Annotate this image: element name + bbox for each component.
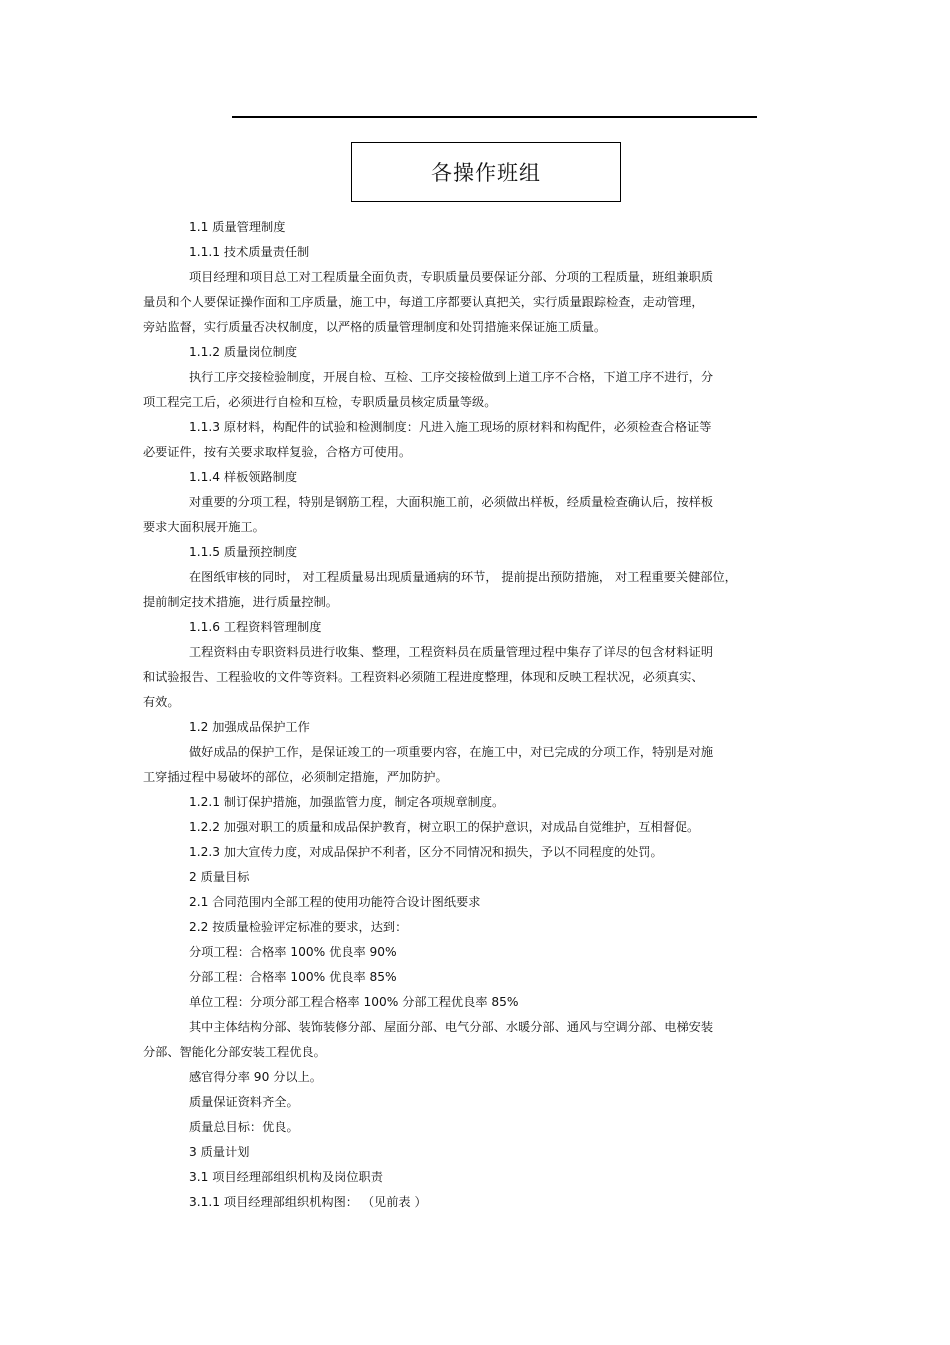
paragraph-line: 3.1.1 项目经理部组织机构图： （见前表 ） bbox=[189, 1195, 427, 1209]
page-title: 各操作班组 bbox=[431, 161, 541, 185]
paragraph-line: 质量保证资料齐全。 bbox=[189, 1095, 299, 1109]
paragraph-line: 旁站监督，实行质量否决权制度，以严格的质量管理制度和处罚措施来保证施工质量。 bbox=[143, 320, 607, 334]
paragraph-line: 项工程完工后，必须进行自检和互检，专职质量员核定质量等级。 bbox=[143, 395, 497, 409]
paragraph-line: 提前制定技术措施，进行质量控制。 bbox=[143, 595, 338, 609]
section-heading: 3 质量计划 bbox=[189, 1145, 250, 1159]
paragraph-line: 和试验报告、工程验收的文件等资料。工程资料必须随工程进度整理，体现和反映工程状况，必须真实、 bbox=[143, 670, 704, 684]
section-heading: 1.2 加强成品保护工作 bbox=[189, 720, 310, 734]
paragraph-line: 1.2.2 加强对职工的质量和成品保护教育，树立职工的保护意识，对成品自觉维护，互相督促。 bbox=[189, 820, 700, 834]
section-heading: 1.1 质量管理制度 bbox=[189, 220, 286, 234]
section-heading: 2 质量目标 bbox=[189, 870, 250, 884]
paragraph-line: 工程资料由专职资料员进行收集、整理，工程资料员在质量管理过程中集存了详尽的包含材料证明 bbox=[189, 645, 714, 659]
paragraph-line: 分项工程：合格率 100% 优良率 90% bbox=[189, 945, 397, 959]
subsection-heading: 1.1.2 质量岗位制度 bbox=[189, 345, 298, 359]
paragraph-line: 工穿插过程中易破坏的部位，必须制定措施，严加防护。 bbox=[143, 770, 448, 784]
paragraph-line: 分部工程：合格率 100% 优良率 85% bbox=[189, 970, 397, 984]
paragraph-line: 分部、智能化分部安装工程优良。 bbox=[143, 1045, 326, 1059]
paragraph-line: 2.2 按质量检验评定标准的要求，达到： bbox=[189, 920, 408, 934]
paragraph-line: 在图纸审核的同时， 对工程质量易出现质量通病的环节， 提前提出预防措施， 对工程重要关健部位， bbox=[189, 570, 737, 584]
paragraph-line: 感官得分率 90 分以上。 bbox=[189, 1070, 322, 1084]
paragraph-line: 单位工程：分项分部工程合格率 100% 分部工程优良率 85% bbox=[189, 995, 519, 1009]
subsection-heading: 1.1.5 质量预控制度 bbox=[189, 545, 298, 559]
paragraph-line: 3.1 项目经理部组织机构及岗位职责 bbox=[189, 1170, 383, 1184]
subsection-heading: 1.1.1 技术质量责任制 bbox=[189, 245, 310, 259]
paragraph-line: 项目经理和项目总工对工程质量全面负责，专职质量员要保证分部、分项的工程质量，班组兼职质 bbox=[189, 270, 714, 284]
paragraph-line: 必要证件，按有关要求取样复验，合格方可使用。 bbox=[143, 445, 412, 459]
paragraph-line: 有效。 bbox=[143, 695, 180, 709]
paragraph-line: 质量总目标：优良。 bbox=[189, 1120, 299, 1134]
top-rule bbox=[232, 116, 757, 118]
paragraph-line: 对重要的分项工程，特别是钢筋工程，大面积施工前，必须做出样板，经质量检查确认后，按样板 bbox=[189, 495, 714, 509]
paragraph-line: 1.1.3 原材料，构配件的试验和检测制度：凡进入施工现场的原材料和构配件，必须检查合格证等 bbox=[189, 420, 712, 434]
subsection-heading: 1.1.6 工程资料管理制度 bbox=[189, 620, 322, 634]
paragraph-line: 其中主体结构分部、装饰装修分部、屋面分部、电气分部、水暖分部、通风与空调分部、电梯安装 bbox=[189, 1020, 714, 1034]
paragraph-line: 量员和个人要保证操作面和工序质量，施工中，每道工序都要认真把关，实行质量跟踪检查，走动管理， bbox=[143, 295, 704, 309]
paragraph-line: 1.2.3 加大宣传力度，对成品保护不利者，区分不同情况和损失，予以不同程度的处罚。 bbox=[189, 845, 663, 859]
paragraph-line: 1.2.1 制订保护措施，加强监管力度，制定各项规章制度。 bbox=[189, 795, 505, 809]
paragraph-line: 要求大面积展开施工。 bbox=[143, 520, 265, 534]
paragraph-line: 做好成品的保护工作，是保证竣工的一项重要内容，在施工中，对已完成的分项工作，特别是对施 bbox=[189, 745, 714, 759]
title-box bbox=[351, 142, 621, 202]
subsection-heading: 1.1.4 样板领路制度 bbox=[189, 470, 298, 484]
paragraph-line: 执行工序交接检验制度，开展自检、互检、工序交接检做到上道工序不合格，下道工序不进行，分 bbox=[189, 370, 714, 384]
paragraph-line: 2.1 合同范围内全部工程的使用功能符合设计图纸要求 bbox=[189, 895, 481, 909]
